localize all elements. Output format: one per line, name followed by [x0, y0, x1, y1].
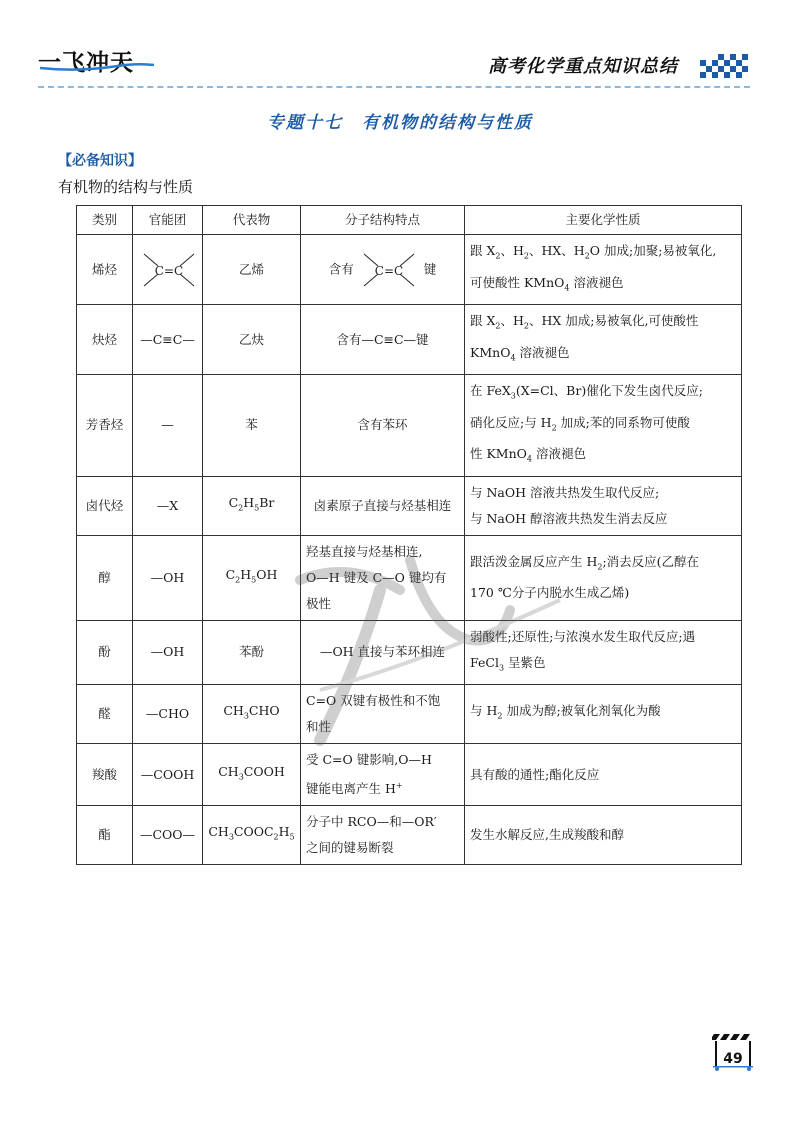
alkene-bond-text: C=C — [374, 263, 403, 278]
table-row — [77, 744, 742, 806]
cell-category: 酚 — [77, 620, 133, 685]
structure-prefix: 含有 — [328, 261, 354, 276]
cell-structure — [301, 235, 465, 305]
cell-structure: —OH 直接与苯环相连 — [301, 620, 465, 685]
cell-properties: 与 NaOH 溶液共热发生取代反应; 与 NaOH 醇溶液共热发生消去反应 — [465, 476, 742, 535]
brand-logo: 一飞冲天 — [38, 50, 134, 76]
cell-rep: 苯酚 — [203, 620, 301, 685]
table-row — [77, 685, 742, 744]
table-row — [77, 620, 742, 685]
cell-category: 醛 — [77, 685, 133, 744]
cell-group: — — [133, 375, 203, 477]
cell-group: —C≡C— — [133, 305, 203, 375]
table-header-row — [77, 206, 742, 235]
cell-rep: $C_2H_5Br$ — [203, 476, 301, 535]
cell-category: 羧酸 — [77, 744, 133, 806]
structure-suffix: 键 — [423, 261, 437, 276]
cell-structure: 含有苯环 — [301, 375, 465, 477]
cell-structure: 受 C=O 键影响,O—H 键能电离产生 H+ — [301, 744, 465, 806]
cell-properties: 在 FeX$_3$(X=Cl、Br)催化下发生卤代反应; 硝化反应;与 $H_2$ 加成;苯的同系物可使酸 性 KMnO$_4$ 溶液褪色 — [465, 375, 742, 477]
cell-rep: 苯 — [203, 375, 301, 477]
cell-group — [133, 235, 203, 305]
cell-group: —COOH — [133, 744, 203, 806]
cell-category: 芳香烃 — [77, 375, 133, 477]
cell-properties: 跟 $X_2$、$H_2$、HX、$H_2O$ 加成;加聚;易被氧化, 可使酸性 KMnO$_4$ 溶液褪色 — [465, 235, 742, 305]
cell-rep: $CH_3CHO$ — [203, 685, 301, 744]
table-row — [77, 305, 742, 375]
cell-properties: 发生水解反应,生成羧酸和醇 — [465, 806, 742, 865]
cell-properties: 弱酸性;还原性;与浓溴水发生取代反应;遇 FeCl$_3$ 呈紫色 — [465, 620, 742, 685]
cell-structure: C=O 双键有极性和不饱 和性 — [301, 685, 465, 744]
table-row — [77, 375, 742, 477]
cell-group: —OH — [133, 535, 203, 620]
organic-properties-table — [76, 205, 742, 865]
cell-category: 炔烃 — [77, 305, 133, 375]
cell-rep: 乙炔 — [203, 305, 301, 375]
cell-rep: $CH_3COOC_2H_5$ — [203, 806, 301, 865]
checker-pattern-icon — [700, 50, 750, 80]
header-divider — [38, 86, 750, 88]
cell-group: —COO— — [133, 806, 203, 865]
alkene-bond-icon — [358, 250, 420, 290]
table-row — [77, 235, 742, 305]
table-row — [77, 806, 742, 865]
cell-properties: 跟 $X_2$、$H_2$、HX 加成;易被氧化,可使酸性 KMnO$_4$ 溶液褪色 — [465, 305, 742, 375]
header-properties: 主要化学性质 — [465, 206, 742, 235]
header-functional-group: 官能团 — [133, 206, 203, 235]
cell-group: —OH — [133, 620, 203, 685]
page-header — [0, 0, 800, 95]
cell-properties: 与 $H_2$ 加成为醇;被氧化剂氧化为酸 — [465, 685, 742, 744]
section-tag: 【必备知识】 — [58, 153, 142, 169]
cell-structure: 羟基直接与烃基相连, O—H 键及 C—O 键均有 极性 — [301, 535, 465, 620]
cell-properties: 具有酸的通性;酯化反应 — [465, 744, 742, 806]
section-subtitle: 有机物的结构与性质 — [58, 178, 194, 196]
cell-rep: $CH_3COOH$ — [203, 744, 301, 806]
cell-properties: 跟活泼金属反应产生 $H_2$;消去反应(乙醇在 170 ℃分子内脱水生成乙烯) — [465, 535, 742, 620]
page-number: 49 — [723, 1051, 743, 1067]
cell-category: 卤代烃 — [77, 476, 133, 535]
logo-swoosh-icon — [38, 62, 156, 72]
alkene-bond-text: C=C — [154, 263, 184, 278]
cell-structure: 含有—C≡C—键 — [301, 305, 465, 375]
cell-structure: 分子中 RCO—和—OR′ 之间的键易断裂 — [301, 806, 465, 865]
cell-rep: 乙烯 — [203, 235, 301, 305]
table-row — [77, 476, 742, 535]
header-representative: 代表物 — [203, 206, 301, 235]
cell-group: —CHO — [133, 685, 203, 744]
cell-group: —X — [133, 476, 203, 535]
alkene-bond-icon — [138, 250, 200, 290]
cell-category: 酯 — [77, 806, 133, 865]
topic-title: 专题十七 有机物的结构与性质 — [267, 113, 533, 133]
cell-rep: $C_2H_5OH$ — [203, 535, 301, 620]
cell-structure: 卤素原子直接与烃基相连 — [301, 476, 465, 535]
table-row — [77, 535, 742, 620]
header-structure: 分子结构特点 — [301, 206, 465, 235]
cell-category: 烯烃 — [77, 235, 133, 305]
cell-category: 醇 — [77, 535, 133, 620]
header-title: 高考化学重点知识总结 — [488, 56, 678, 77]
header-category: 类别 — [77, 206, 133, 235]
